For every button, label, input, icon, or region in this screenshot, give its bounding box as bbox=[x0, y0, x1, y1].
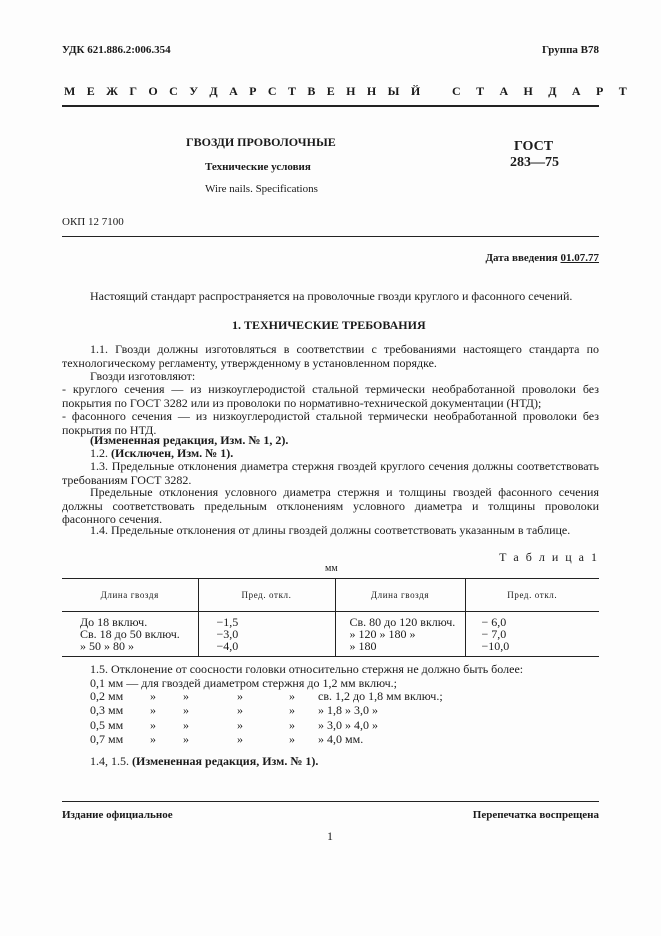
interstate-label-right: С Т А Н Д А Р Т bbox=[452, 84, 633, 98]
paragraph-1-5: 1.5. Отклонение от соосности головки относительно стержня не должно быть более: bbox=[90, 662, 524, 676]
doc-title: ГВОЗДИ ПРОВОЛОЧНЫЕ bbox=[186, 135, 336, 149]
ditto-column: » » » » bbox=[237, 689, 243, 747]
interstate-label-left: М Е Ж Г О С У Д А Р С Т В Е Н Н Ы Й bbox=[64, 84, 425, 98]
table-header-deviation: Пред. откл. bbox=[198, 579, 335, 612]
table-cell: До 18 включ. Св. 18 до 50 включ. » 50 » 80 » bbox=[62, 612, 198, 657]
ditto-column: » » » » bbox=[150, 689, 156, 747]
amendment-note-2: 1.4, 1.5. (Измененная редакция, Изм. № 1). bbox=[90, 754, 319, 768]
section-title: 1. ТЕХНИЧЕСКИЕ ТРЕБОВАНИЯ bbox=[232, 318, 426, 332]
table-cell: − 6,0 − 7,0 −10,0 bbox=[465, 612, 599, 657]
footer-reprint-prohibited: Перепечатка воспрещена bbox=[472, 809, 599, 821]
table-cell: Св. 80 до 120 включ. » 120 » 180 » » 180 bbox=[335, 612, 465, 657]
intro-date bbox=[485, 252, 599, 264]
scope-paragraph: Настоящий стандарт распространяется на проволочные гвозди круглого и фасонного сечений. bbox=[90, 289, 573, 303]
intro-date-label: Дата введения bbox=[485, 252, 558, 264]
paragraph-1-3: 1.3. Предельные отклонения диаметра стержня гвоздей круглого сечения должны соответствовать требованиям ГОСТ 3282. bbox=[62, 459, 599, 487]
page-number: 1 bbox=[327, 829, 333, 843]
footer-rule bbox=[62, 801, 599, 802]
title-rule bbox=[62, 236, 599, 237]
paragraph-shaped-section: - фасонного сечения — из низкоуглеродистой стальной термически необработанной проволоки без покрытия по НТД. bbox=[62, 409, 599, 437]
deviation-values: 0,2 мм 0,3 мм 0,5 мм 0,7 мм bbox=[90, 689, 124, 747]
okp-code: ОКП 12 7100 bbox=[62, 216, 124, 228]
doc-subtitle: Технические условия bbox=[205, 161, 311, 173]
amendment-note-1: (Измененная редакция, Изм. № 1, 2). bbox=[90, 433, 289, 447]
deviation-ranges: св. 1,2 до 1,8 мм включ.; » 1,8 » 3,0 » » 3,0 » 4,0 » » 4,0 мм. bbox=[318, 689, 443, 747]
ditto-column: » » » » bbox=[183, 689, 189, 747]
gost-number: 283—75 bbox=[510, 155, 559, 170]
paragraph-1-2: 1.2. (Исключен, Изм. № 1). bbox=[90, 446, 234, 460]
footer-official-edition: Издание официальное bbox=[62, 809, 173, 821]
paragraph-made-from: Гвозди изготовляют: bbox=[90, 369, 196, 383]
ditto-column: » » » » bbox=[289, 689, 295, 747]
paragraph-1-4: 1.4. Предельные отклонения от длины гвоздей должны соответствовать указанным в таблице. bbox=[90, 523, 571, 537]
gost-label: ГОСТ bbox=[514, 139, 554, 154]
table-cell: −1,5 −3,0 −4,0 bbox=[198, 612, 335, 657]
udk-code: УДК 621.886.2:006.354 bbox=[62, 44, 171, 56]
deviation-table bbox=[62, 578, 599, 657]
intro-date-value: 01.07.77 bbox=[560, 252, 599, 264]
table-header-deviation: Пред. откл. bbox=[465, 579, 599, 612]
paragraph-1-1: 1.1. Гвозди должны изготовляться в соответствии с требованиями настоящего стандарта по технологическому регламенту, утвержденному в установленном порядке. bbox=[62, 342, 599, 370]
doc-title-english: Wire nails. Specifications bbox=[205, 183, 318, 195]
paragraph-round-section: - круглого сечения — из низкоуглеродистой стальной термически необработанной проволоки без покрытия по ГОСТ 3282 или из проволоки по нормативно-технической документации (НТД); bbox=[62, 382, 599, 410]
table-header-length: Длина гвоздя bbox=[335, 579, 465, 612]
table-unit: мм bbox=[325, 563, 338, 574]
group-code: Группа В78 bbox=[541, 44, 599, 56]
paragraph-1-3b: Предельные отклонения условного диаметра стержня и толщины гвоздей фасонного сечения должны соответствовать предельным отклонениям условного диаметра и толщины проволоки фасонного сечения. bbox=[62, 485, 599, 527]
header-rule bbox=[62, 105, 599, 107]
deviation-line-first: 0,1 мм — для гвоздей диаметром стержня до 1,2 мм включ.; bbox=[90, 676, 397, 690]
table-label: Т а б л и ц а 1 bbox=[499, 550, 599, 564]
table-header-length: Длина гвоздя bbox=[62, 579, 198, 612]
